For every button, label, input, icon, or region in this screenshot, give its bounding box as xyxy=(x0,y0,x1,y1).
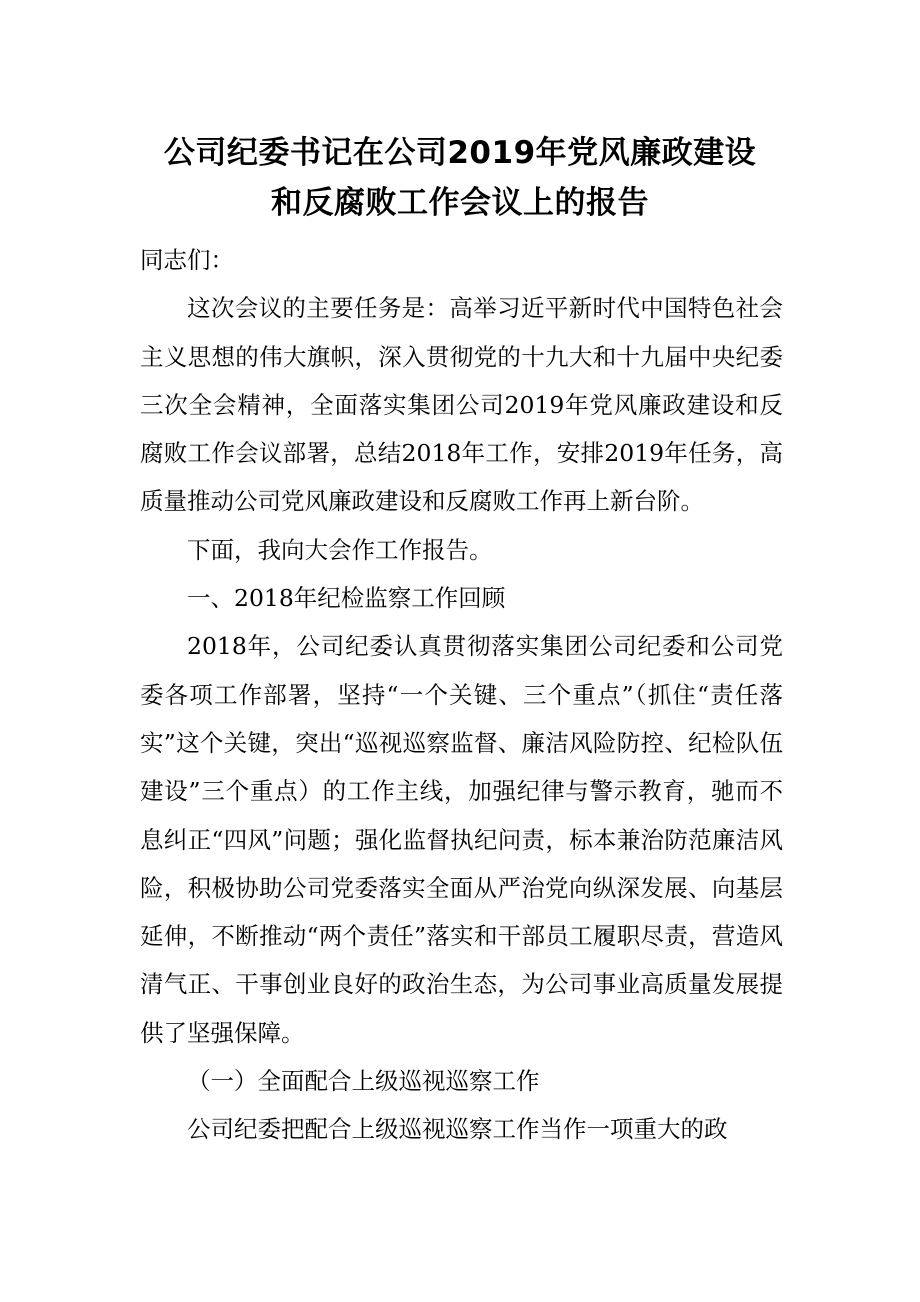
title-line-2: 和反腐败工作会议上的报告 xyxy=(271,185,649,221)
paragraph-review: 2018年，公司纪委认真贯彻落实集团公司纪委和公司党委各项工作部署，坚持“一个关键、三个重点”（抓住“责任落实”这个关键，突出“巡视巡察监督、廉洁风险防控、纪检队伍建设”三个重点）的工作主线，加强纪律与警示教育，驰而不息纠正“四风”问题；强化监督执纪问责，标本兼治防范廉洁风险，积极协助公司党委落实全面从严治党向纵深发展、向基层延伸，不断推动“两个责任”落实和干部员工履职尽责，营造风清气正、干事创业良好的政治生态，为公司事业高质量发展提供了坚强保障。 xyxy=(140,632,783,1047)
salutation: 同志们： xyxy=(140,246,234,274)
section-heading-1: 一、2018年纪检监察工作回顾 xyxy=(187,584,506,613)
document-body xyxy=(140,236,783,1154)
title-line-1: 公司纪委书记在公司2019年党风廉政建设 xyxy=(163,135,757,171)
subsection-heading-1: （一）全面配合上级巡视巡察工作 xyxy=(187,1067,540,1096)
paragraph-intro: 这次会议的主要任务是：高举习近平新时代中国特色社会主义思想的伟大旗帜，深入贯彻党的十九大和十九届中央纪委三次全会精神，全面落实集团公司2019年党风廉政建设和反腐败工作会议部署，总结2018年工作，安排2019年任务，高质量推动公司党风廉政建设和反腐败工作再上新台阶。 xyxy=(140,294,783,516)
paragraph-report-statement: 下面，我向大会作工作报告。 xyxy=(187,535,493,564)
document-title xyxy=(140,128,780,228)
paragraph-inspection: 公司纪委把配合上级巡视巡察工作当作一项重大的政 xyxy=(187,1115,728,1144)
